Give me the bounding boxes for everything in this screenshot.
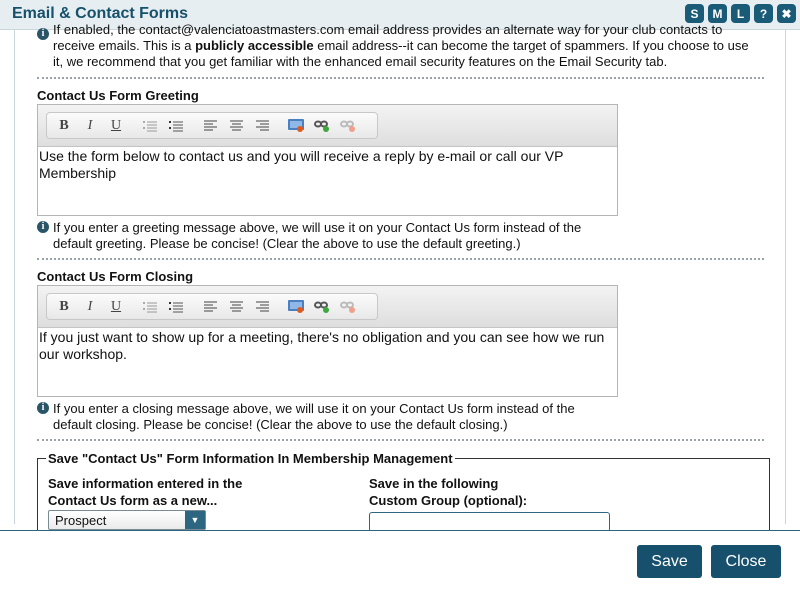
intro-line-3: it, we recommend that you get familiar with the enhanced email security features on the Email Security tab. [53,54,668,69]
closing-label: Contact Us Form Closing [37,269,194,284]
underline-icon[interactable]: U [110,298,122,314]
info-icon: i [37,402,49,414]
close-button[interactable]: Close [711,545,781,578]
membership-legend: Save "Contact Us" Form Information In Membership Management [48,451,453,466]
size-small-button[interactable]: S [685,4,704,23]
closing-info: i If you enter a closing message above, we will use it on your Contact Us form instead of the default closing. Please be concise! (Clear the above to use the default closing.) [37,401,765,433]
bold-icon[interactable]: B [59,298,69,314]
save-button[interactable]: Save [637,545,702,578]
close-x-button[interactable]: ✖ [777,4,796,23]
closing-toolbar-buttons [46,293,378,320]
italic-icon[interactable]: I [87,117,93,133]
greeting-toolbar-buttons [46,112,378,139]
divider [37,258,764,260]
unordered-list-icon[interactable] [163,116,189,136]
ordered-list-icon[interactable] [137,116,163,136]
align-center-icon[interactable] [223,116,249,136]
title-buttons [685,4,796,23]
greeting-editor [37,104,618,216]
greeting-toolbar [38,105,617,147]
ordered-list-icon[interactable] [137,297,163,317]
greeting-info: i If you enter a greeting message above, we will use it on your Contact Us form instead of the default greeting. Please be concise! (Clear the above to use the default greeting.) [37,220,765,252]
greeting-label: Contact Us Form Greeting [37,88,199,103]
closing-textarea[interactable]: If you just want to show up for a meeting, there's no obligation and you can see how we run our workshop. [39,329,605,362]
divider [37,439,764,441]
unlink-icon[interactable] [335,297,361,317]
new-record-label: Save information entered in the Contact Us form as a new... [48,476,243,508]
info-icon: i [37,28,49,40]
custom-group-label: Save in the following Custom Group (optional): [369,476,528,508]
dialog-content[interactable] [14,22,786,528]
divider [37,77,764,79]
image-icon[interactable] [283,116,309,136]
link-icon[interactable] [309,116,335,136]
align-right-icon[interactable] [249,297,275,317]
record-type-select[interactable]: Prospect ▼ [48,510,206,530]
intro-info-icon-wrap [37,24,49,40]
unordered-list-icon[interactable] [163,297,189,317]
align-left-icon[interactable] [197,297,223,317]
bold-icon[interactable]: B [59,117,69,133]
unlink-icon[interactable] [335,116,361,136]
greeting-textarea[interactable]: Use the form below to contact us and you will receive a reply by e-mail or call our VP Membership [39,148,564,181]
intro-line-2: receive emails. This is a publicly accessible email address--it can become the target of spammers. If you choose to use [53,38,749,53]
dialog-title: Email & Contact Forms [12,5,189,22]
info-icon: i [37,221,49,233]
link-icon[interactable] [309,297,335,317]
size-large-button[interactable]: L [731,4,750,23]
intro-paragraph [37,22,765,72]
help-button[interactable]: ? [754,4,773,23]
closing-toolbar [38,286,617,328]
image-icon[interactable] [283,297,309,317]
membership-fieldset [37,451,770,538]
align-left-icon[interactable] [197,116,223,136]
italic-icon[interactable]: I [87,298,93,314]
size-medium-button[interactable]: M [708,4,727,23]
dialog-footer [0,530,800,591]
chevron-down-icon: ▼ [185,511,205,529]
closing-editor [37,285,618,397]
align-right-icon[interactable] [249,116,275,136]
custom-group-input[interactable] [369,512,610,532]
align-center-icon[interactable] [223,297,249,317]
underline-icon[interactable]: U [110,117,122,133]
intro-cut-line: If enabled, the contact@valenciatoastmasters.com email address provides an alternate way for your club contacts to [53,22,723,37]
